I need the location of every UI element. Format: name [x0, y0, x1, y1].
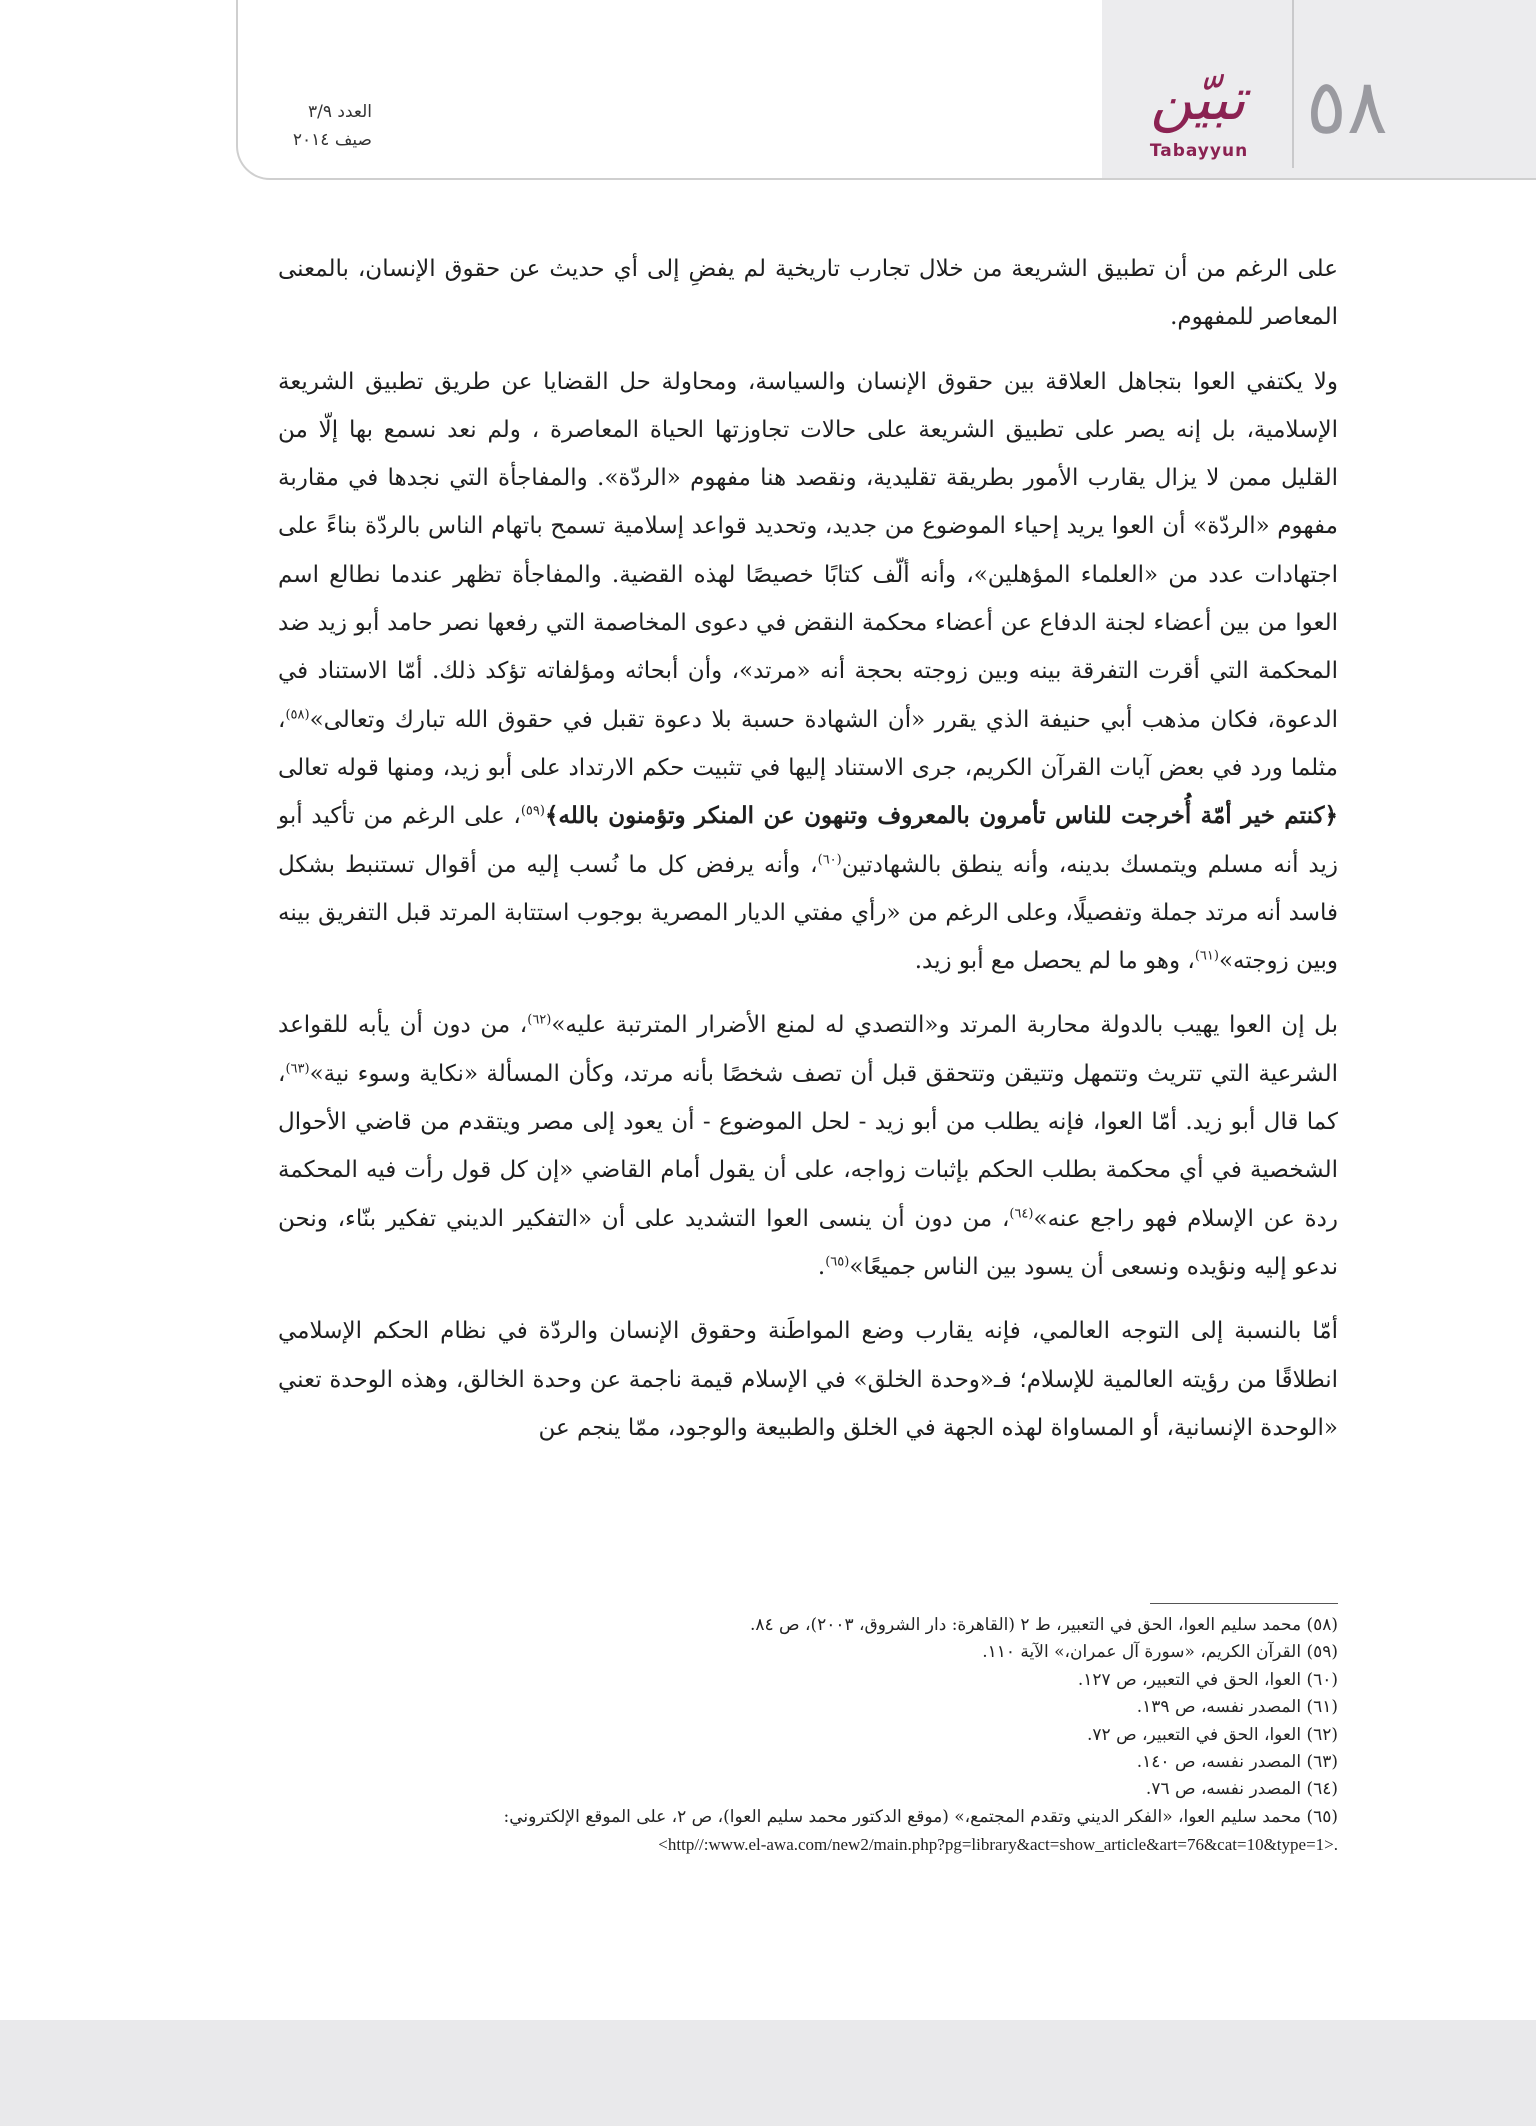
- issue-info: [262, 98, 372, 158]
- footnote-item: (٦٥) محمد سليم العوا، «الفكر الديني وتقدم المجتمع،» (موقع الدكتور محمد سليم العوا)، ص ٢، على الموقع الإلكتروني:: [503, 1806, 1338, 1827]
- footnote-reference[interactable]: (٦٥): [825, 1254, 850, 1270]
- footnote-reference[interactable]: (٦٠): [817, 851, 842, 867]
- issue-number: العدد ٣/٩: [307, 102, 372, 122]
- paragraph: [278, 1307, 1338, 1452]
- footnote-reference[interactable]: (٦٣): [285, 1061, 310, 1077]
- paragraph-text: ، كما قال أبو زيد. أمّا العوا، فإنه يطلب من أبو زيد - لحل الموضوع - أن يعود إلى مصر ويتقدم من قاضي الأحوال الشخصية في أي محكمة بطلب الحكم بإثبات زواجه، على أن يقول أمام القاضي «إن كل قول رأت فيه المحكمة ردة عن الإسلام فهو راجع عنه»: [278, 1060, 1339, 1232]
- paragraph-text: ، على الرغم من تأكيد أبو زيد أنه مسلم ويتمسك بدينه، وأنه ينطق بالشهادتين: [278, 803, 1338, 878]
- paragraph: [278, 245, 1338, 342]
- page-number: ٥٨: [1306, 62, 1388, 151]
- paragraph: [278, 1001, 1338, 1291]
- paragraph: [278, 358, 1338, 986]
- paragraph-text: ولا يكتفي العوا بتجاهل العلاقة بين حقوق الإنسان والسياسة، ومحاولة حل القضايا عن طريق تطبيق الشريعة الإسلامية، بل إنه يصر على تطبيق الشريعة على حالات تجاوزتها الحياة المعاصرة ، ولم نعد نسمع بها إلّا من القليل ممن لا يزال يقارب الأمور بطريقة تقليدية، ونقصد هنا مفهوم «الردّة». والمفاجأة التي نجدها في مقاربة مفهوم «الردّة» أن العوا يريد إحياء الموضوع من جديد، وتحديد قواعد إسلامية تسمح باتهام الناس بالردّة بناءً على اجتهادات عدد من «العلماء المؤهلين»، وأنه ألّف كتابًا خصيصًا لهذه القضية. والمفاجأة تظهر عندما نطالع اسم العوا من بين أعضاء لجنة الدفاع عن أعضاء محكمة النقض في دعوى المخاصمة التي رفعها نصر حامد أبو زيد ضد المحكمة التي أقرت التفرقة بينه وبين زوجته بحجة أنه «مرتد»، وأن أبحاثه ومؤلفاته تؤكد ذلك. أمّا الاستناد في الدعوة، فكان مذهب أبي حنيفة الذي يقرر «أن الشهادة حسبة بلا دعوة تقبل في حقوق الله تبارك وتعالى»: [278, 368, 1338, 733]
- footnote-url[interactable]: <http//:www.el-awa.com/new2/main.php?pg=library&act=show_article&art=76&cat=10&type=1>.: [658, 1835, 1338, 1855]
- footnote-item: (٥٩) القرآن الكريم، «سورة آل عمران،» الآية ١١٠.: [982, 1642, 1338, 1663]
- paragraph-text: على الرغم من أن تطبيق الشريعة من خلال تجارب تاريخية لم يفضِ إلى أي حديث عن حقوق الإنسان، بالمعنى المعاصر للمفهوم.: [278, 256, 1338, 331]
- footnote-reference[interactable]: (٦٤): [1009, 1205, 1034, 1221]
- paragraph-text: أمّا بالنسبة إلى التوجه العالمي، فإنه يقارب وضع المواطَنة وحقوق الإنسان والردّة في نظام الحكم الإسلامي انطلاقًا من رؤيته العالمية للإسلام؛ فـ«وحدة الخلق» في الإسلام قيمة ناجمة عن وحدة الخالق، وهذه الوحدة تعني «الوحدة الإنسانية، أو المساواة لهذه الجهة في الخلق والطبيعة والوجود، ممّا ينجم عن: [278, 1318, 1338, 1441]
- footnote-item: (٥٨) محمد سليم العوا، الحق في التعبير، ط ٢ (القاهرة: دار الشروق، ٢٠٠٣)، ص ٨٤.: [749, 1615, 1338, 1635]
- paragraph-text: بل إن العوا يهيب بالدولة محاربة المرتد و«التصدي له لمنع الأضرار المترتبة عليه»: [551, 1012, 1339, 1039]
- paragraph-text: ، وهو ما لم يحصل مع أبو زيد.: [914, 948, 1195, 975]
- paragraph-text: ، من دون أن يأبه للقواعد الشرعية التي تتريث وتتمهل وتتيقن وتتحقق قبل أن تصف شخصًا بأنه مرتد، وكأن المسألة «نكاية وسوء نية»: [278, 1012, 1338, 1087]
- footnote-reference[interactable]: (٦١): [1194, 948, 1219, 964]
- footnote-item: (٦٤) المصدر نفسه، ص ٧٦.: [1145, 1779, 1338, 1800]
- paragraph-text: ، مثلما ورد في بعض آيات القرآن الكريم، جرى الاستناد إليها في تثبيت حكم الارتداد على أبو زيد، ومنها قوله تعالى: [278, 706, 1338, 781]
- page-bottom-margin: [0, 2020, 1536, 2126]
- footnote-separator: [1150, 1603, 1338, 1604]
- footnote-item: (٦٢) العوا، الحق في التعبير، ص ٧٢.: [1087, 1724, 1338, 1745]
- header-divider: [1292, 0, 1294, 168]
- article-body: [278, 245, 1338, 1468]
- paragraph-text: ، من دون أن ينسى العوا التشديد على أن «التفكير الديني تفكير بنّاء، ونحن ندعو إليه ونؤيده ونسعى أن يسود بين الناس جميعًا»: [278, 1205, 1338, 1280]
- footnote-item: (٦١) المصدر نفسه، ص ١٣٩.: [1136, 1697, 1338, 1718]
- footnotes: [278, 1612, 1338, 1859]
- issue-season: صيف ٢٠١٤: [292, 130, 372, 150]
- footnote-reference[interactable]: (٥٩): [520, 803, 545, 819]
- footnote-item: (٦٣) المصدر نفسه، ص ١٤٠.: [1136, 1752, 1338, 1773]
- paragraph-text: ، وأنه يرفض كل ما نُسب إليه من أقوال تستنبط بشكل فاسد أنه مرتد جملة وتفصيلًا، وعلى الرغم من «رأي مفتي الديار المصرية بوجوب استتابة المرتد قبل التفريق بينه وبين زوجته»: [278, 851, 1338, 975]
- logo-arabic-text: تبيّن: [1150, 65, 1246, 133]
- journal-logo: [1118, 65, 1278, 170]
- logo-latin-text: Tabayyun: [1149, 141, 1249, 161]
- footnote-reference[interactable]: (٦٢): [527, 1012, 552, 1028]
- paragraph-text: .: [817, 1253, 826, 1280]
- quranic-verse: ﴿كنتم خير أمّة أُخرجت للناس تأمرون بالمعروف وتنهون عن المنكر وتؤمنون بالله﴾: [544, 802, 1338, 830]
- footnote-reference[interactable]: (٥٨): [285, 707, 310, 723]
- footnote-item: (٦٠) العوا، الحق في التعبير، ص ١٢٧.: [1077, 1669, 1338, 1690]
